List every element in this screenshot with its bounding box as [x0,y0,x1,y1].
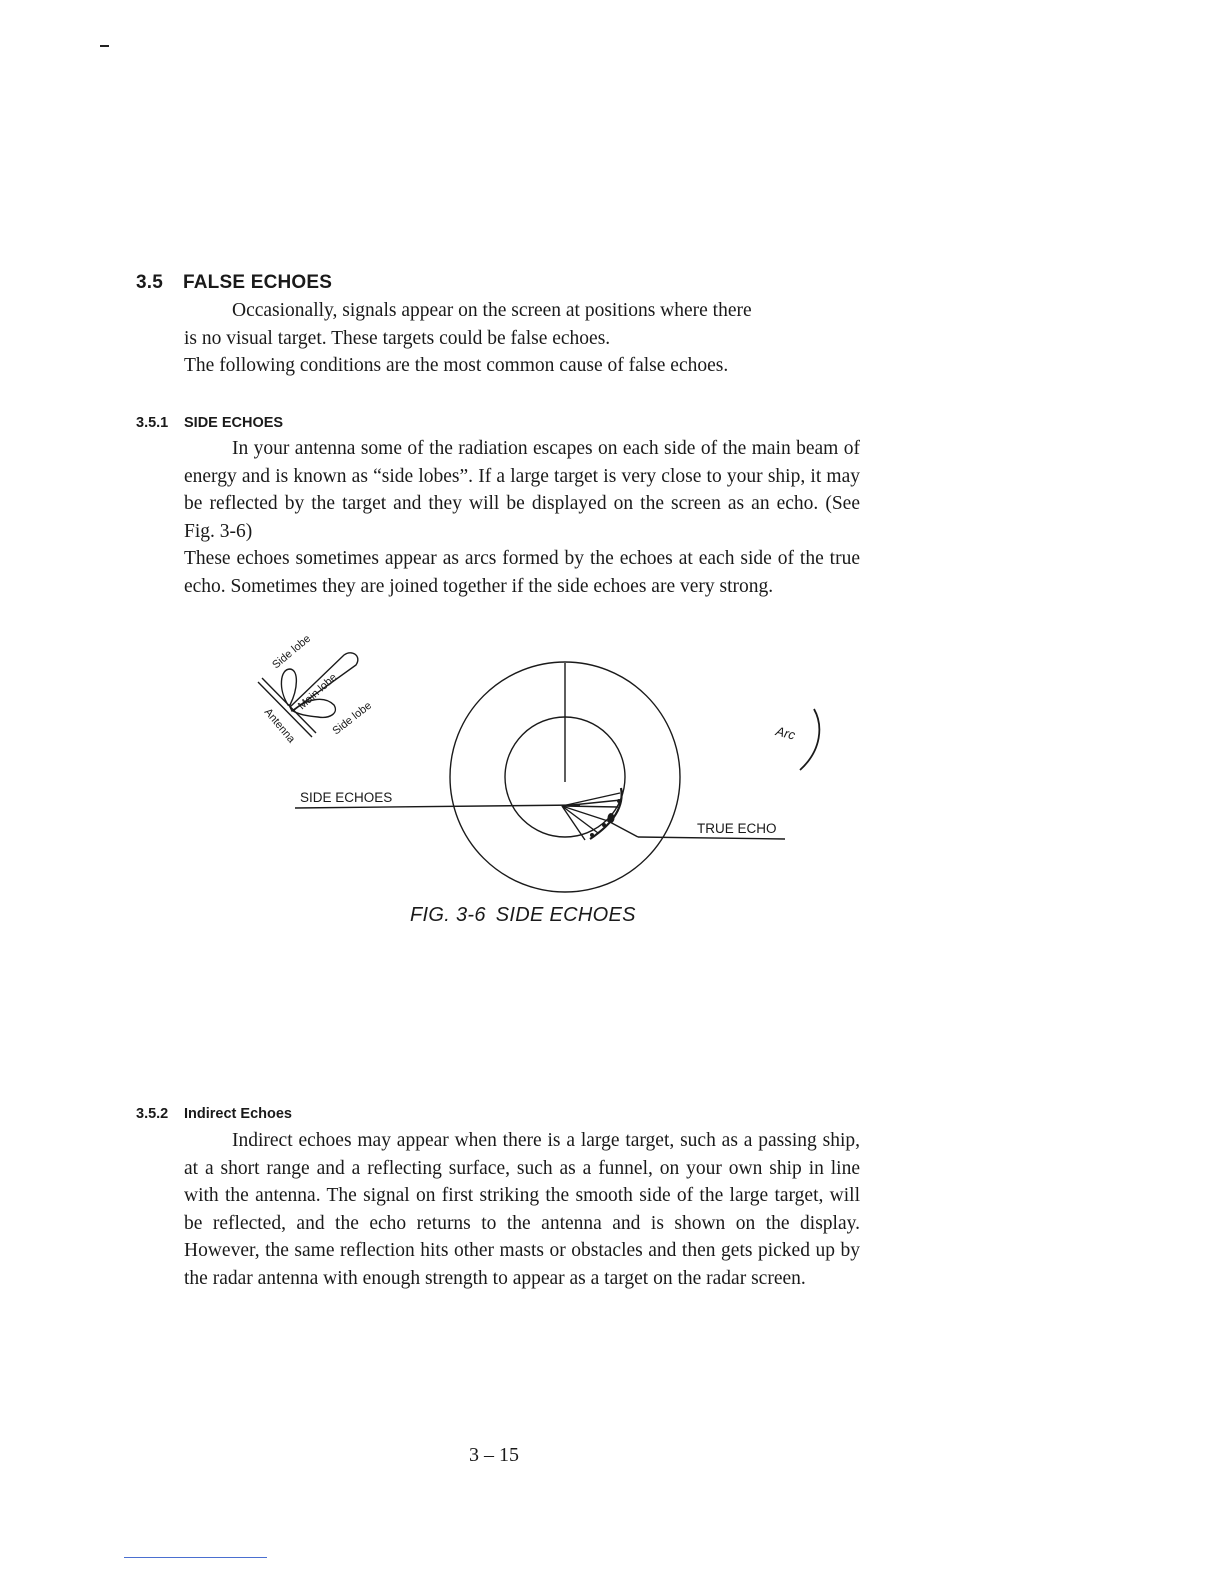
label-side-echoes: SIDE ECHOES [300,790,393,805]
label-antenna: Antenna [261,706,298,746]
true-echo-leader [638,837,785,839]
figure-caption [410,904,636,927]
true-echo-blip [608,813,615,823]
side-echo-blip [590,833,594,837]
arc-mark [800,709,819,770]
echo-ray [562,806,611,822]
subsection-side-echoes-heading [136,415,283,431]
side-echoes-paragraph-1: In your antenna some of the radiation escapes on each side of the main beam of energy and is known as “side lobes”. If a large target is very close to your ship, it may be reflected by the target and they will be displayed on the screen as an echo. (See Fig. 3-6) [184,438,860,542]
label-side-lobe-top: Side lobe [270,632,314,672]
echo-ray [562,806,598,833]
label-side-lobe-bottom: Side lobe [330,699,374,738]
indirect-echoes-paragraph: Indirect echoes may appear when there is a large target, such as a passing ship, at a short range and a reflecting surface, such as a funnel, on your own ship in line with the antenna. The signal on first striking the smooth side of the large target, will be reflected, and the echo returns to the antenna and is shown on the display. However, the same reflection hits other masts or obstacles and then gets picked up by the radar antenna with enough strength to appear as a target on the radar screen. [184,1130,860,1289]
page-number: 3 – 15 [469,1444,519,1466]
label-main-lobe: Main lobe [295,671,340,713]
echo-ray [562,793,620,806]
label-true-echo: TRUE ECHO [697,821,777,836]
side-echoes-figure [240,625,840,905]
section-number: 3.5 [136,272,164,293]
section-heading [136,272,332,294]
intro-line-1: Occasionally, signals appear on the screen at positions where there [232,300,752,321]
footer-rule [124,1557,267,1558]
subsection-title: SIDE ECHOES [184,415,284,431]
section-title: FALSE ECHOES [183,272,333,293]
subsection-title: Indirect Echoes [184,1106,292,1122]
figure-title: SIDE ECHOES [495,904,636,926]
echo-ray [562,806,585,840]
radar-display [295,662,819,892]
subsection-number: 3.5.2 [136,1106,169,1122]
intro-paragraph [184,297,860,380]
subsection-number: 3.5.1 [136,415,169,431]
true-echo-leader [608,821,638,837]
subsection-indirect-echoes-heading [136,1106,292,1122]
side-echo-blip [617,799,621,803]
side-echoes-leader [295,805,580,808]
side-echoes-paragraph-2: These echoes sometimes appear as arcs formed by the echoes at each side of the true echo. Sometimes they are joined together if the side echoes are very strong. [184,548,860,597]
label-arc: Arc [774,723,797,743]
intro-line-2: is no visual target. These targets could be false echoes. [184,327,611,349]
side-echo-blip [602,823,606,827]
figure-number: FIG. 3-6 [410,904,486,926]
echo-ray [562,800,621,806]
echo-ray [562,806,618,807]
margin-dash-mark [100,45,109,47]
intro-line-3: The following conditions are the most common cause of false echoes. [184,355,729,377]
